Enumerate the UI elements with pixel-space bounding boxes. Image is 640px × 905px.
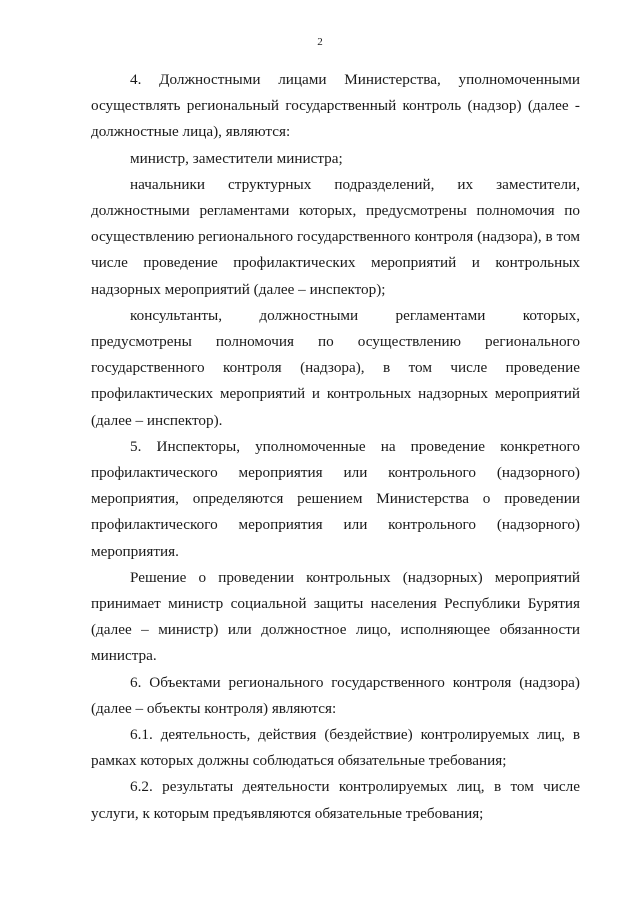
paragraph-6-1: 6.1. деятельность, действия (бездействие) контролируемых лиц, в рамках которых должны соблюдаться обязательные требования; <box>91 726 580 770</box>
paragraph-heads-of-divisions: начальники структурных подразделений, их заместители, должностными регламентами которых, предусмотрены полномочия по осуществлению регионального государственного контроля (надзора), в том числе проведение профилактических мероприятий и контрольных надзорных мероприятий (далее – инспектор); <box>91 175 580 298</box>
document-body <box>91 67 580 827</box>
page-number: 2 <box>317 36 323 48</box>
paragraph-decision: Решение о проведении контрольных (надзорных) мероприятий принимает министр социальной защиты населения Республики Бурятия (далее – министр) или должностное лицо, исполняющее обязанности министра. <box>91 568 580 665</box>
paragraph-4-officials: 4. Должностными лицами Министерства, уполномоченными осуществлять региональный государственный контроль (надзор) (далее - должностные лица), являются: <box>91 71 580 141</box>
paragraph-5-inspectors: 5. Инспекторы, уполномоченные на проведение конкретного профилактического мероприятия или контрольного (надзорного) мероприятия, определяются решением Министерства о проведении профилактического мероприятия или контрольного (надзорного) мероприятия. <box>91 437 580 560</box>
paragraph-6-objects: 6. Объектами регионального государственного контроля (надзора) (далее – объекты контроля) являются: <box>91 673 580 717</box>
paragraph-consultants: консультанты, должностными регламентами которых, предусмотрены полномочия по осуществлению регионального государственного контроля (надзора), в том числе проведение профилактических мероприятий и контрольных надзорных мероприятий (далее – инспектор). <box>91 306 580 429</box>
paragraph-6-2: 6.2. результаты деятельности контролируемых лиц, в том числе услуги, к которым предъявляются обязательные требования; <box>91 778 580 822</box>
paragraph-minister: министр, заместители министра; <box>130 149 343 167</box>
